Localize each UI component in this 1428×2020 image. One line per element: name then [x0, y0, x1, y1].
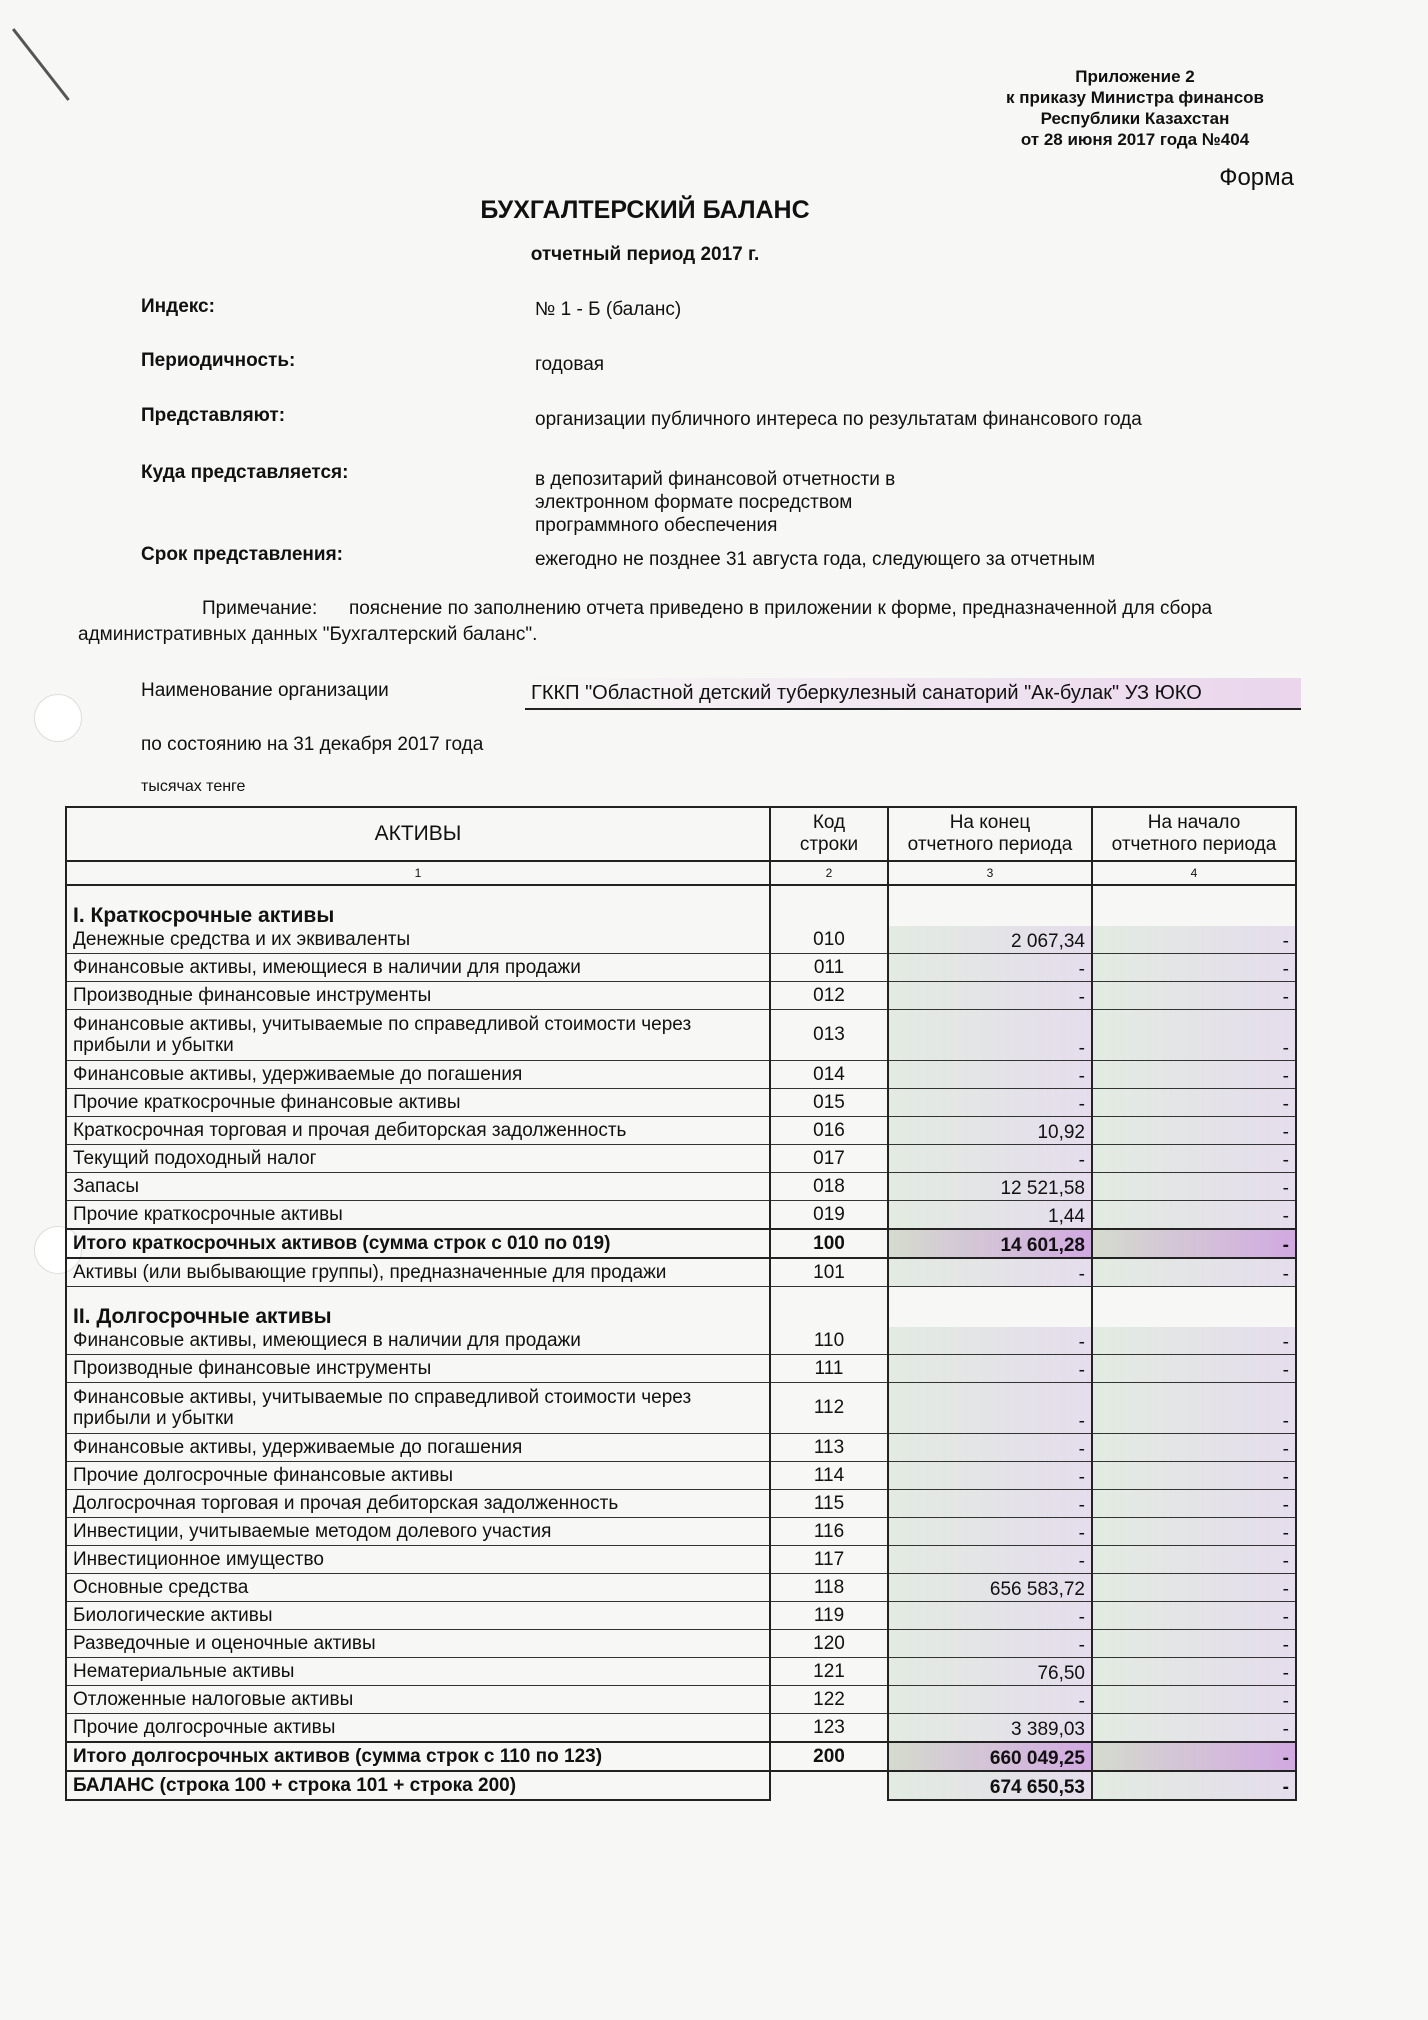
value-end-period: -	[888, 1490, 1092, 1518]
organization-name: ГККП "Областной детский туберкулезный санаторий "Ак-булак" УЗ ЮКО	[525, 678, 1301, 710]
balance-total-end: 674 650,53	[888, 1771, 1092, 1800]
as-of-date: по состоянию на 31 декабря 2017 года	[141, 734, 484, 755]
table-row	[66, 1546, 1296, 1574]
row-code: 119	[770, 1602, 888, 1630]
value-end-period: -	[888, 982, 1092, 1010]
row-code: 113	[770, 1434, 888, 1462]
meta-value-deadline: ежегодно не позднее 31 августа года, следующего за отчетным	[535, 549, 1096, 570]
row-code: 015	[770, 1089, 888, 1117]
meta-value-submitters: организации публичного интереса по результатам финансового года	[535, 409, 1142, 430]
value-begin-period: -	[1092, 1742, 1296, 1771]
reporting-period: отчетный период 2017 г.	[530, 244, 760, 265]
row-code: 118	[770, 1574, 888, 1602]
row-name: Денежные средства и их эквиваленты	[66, 926, 770, 954]
row-code: 013	[770, 1010, 888, 1061]
table-row	[66, 1089, 1296, 1117]
value-begin-period: -	[1092, 1602, 1296, 1630]
appendix-line: от 28 июня 2017 года №404	[1020, 130, 1250, 149]
table-row	[66, 1714, 1296, 1743]
value-begin-period: -	[1092, 1546, 1296, 1574]
appendix-line: Приложение 2	[1075, 67, 1195, 86]
row-name: Прочие краткосрочные активы	[66, 1201, 770, 1230]
section-header-row	[66, 1287, 1296, 1328]
row-name: Финансовые активы, учитываемые по справедливой стоимости через прибыли и убытки	[66, 1010, 770, 1061]
row-name: Инвестиционное имущество	[66, 1546, 770, 1574]
value-begin-period: -	[1092, 1518, 1296, 1546]
table-row	[66, 1201, 1296, 1230]
row-code: 016	[770, 1117, 888, 1145]
row-code: 123	[770, 1714, 888, 1743]
punch-hole	[34, 694, 82, 742]
appendix-line: Республики Казахстан	[1040, 109, 1230, 128]
units-label: тысячах тенге	[141, 778, 246, 795]
row-code: 012	[770, 982, 888, 1010]
section-header-row	[66, 885, 1296, 926]
row-name: Прочие долгосрочные активы	[66, 1714, 770, 1743]
row-name: Производные финансовые инструменты	[66, 1355, 770, 1383]
meta-label-submitters: Представляют:	[141, 405, 286, 426]
value-begin-period: -	[1092, 1630, 1296, 1658]
table-row	[66, 1574, 1296, 1602]
row-code: 017	[770, 1145, 888, 1173]
value-begin-period: -	[1092, 1010, 1296, 1061]
value-end-period: -	[888, 1061, 1092, 1089]
row-name: Финансовые активы, учитываемые по справедливой стоимости через прибыли и убытки	[66, 1383, 770, 1434]
value-begin-period: -	[1092, 1714, 1296, 1743]
value-end-period: -	[888, 1462, 1092, 1490]
value-end-period: -	[888, 1355, 1092, 1383]
value-begin-period: -	[1092, 1229, 1296, 1258]
value-begin-period: -	[1092, 1574, 1296, 1602]
table-row	[66, 1742, 1296, 1771]
row-code: 111	[770, 1355, 888, 1383]
meta-value-index: № 1 - Б (баланс)	[535, 299, 682, 320]
value-end-period: -	[888, 1327, 1092, 1355]
row-name: Прочие долгосрочные финансовые активы	[66, 1462, 770, 1490]
empty-cell	[770, 1287, 888, 1328]
value-end-period: 1,44	[888, 1201, 1092, 1230]
note-label: Примечание:	[202, 598, 318, 619]
column-number: 1	[66, 861, 770, 885]
value-begin-period: -	[1092, 1462, 1296, 1490]
value-end-period: -	[888, 1383, 1092, 1434]
value-end-period: -	[888, 1010, 1092, 1061]
appendix-line: к приказу Министра финансов	[1006, 88, 1264, 107]
meta-value-destination: в депозитарий финансовой отчетности в электронном формате посредством программного обеспечения	[535, 469, 896, 536]
row-code: 114	[770, 1462, 888, 1490]
value-begin-period: -	[1092, 982, 1296, 1010]
document-title: БУХГАЛТЕРСКИЙ БАЛАНС	[480, 196, 810, 224]
row-name: Основные средства	[66, 1574, 770, 1602]
value-end-period: -	[888, 1258, 1092, 1287]
value-end-period: 76,50	[888, 1658, 1092, 1686]
row-name: Финансовые активы, имеющиеся в наличии для продажи	[66, 1327, 770, 1355]
header-begin-period: На начало отчетного периода	[1092, 807, 1296, 861]
row-name: Производные финансовые инструменты	[66, 982, 770, 1010]
value-end-period: 10,92	[888, 1117, 1092, 1145]
row-code: 018	[770, 1173, 888, 1201]
row-code: 101	[770, 1258, 888, 1287]
value-end-period: -	[888, 1686, 1092, 1714]
pen-mark	[12, 28, 70, 101]
value-end-period: -	[888, 1089, 1092, 1117]
meta-label-destination: Куда представляется:	[141, 462, 349, 483]
column-number: 3	[888, 861, 1092, 885]
value-end-period: 656 583,72	[888, 1574, 1092, 1602]
value-begin-period: -	[1092, 1117, 1296, 1145]
value-end-period: -	[888, 1145, 1092, 1173]
row-name: Разведочные и оценочные активы	[66, 1630, 770, 1658]
row-code: 200	[770, 1742, 888, 1771]
table-row	[66, 1229, 1296, 1258]
row-name: Прочие краткосрочные финансовые активы	[66, 1089, 770, 1117]
balance-total-label: БАЛАНС (строка 100 + строка 101 + строка 200)	[66, 1771, 770, 1800]
row-code: 014	[770, 1061, 888, 1089]
header-assets: АКТИВЫ	[66, 807, 770, 861]
row-code: 120	[770, 1630, 888, 1658]
table-row	[66, 1383, 1296, 1434]
table-row	[66, 1434, 1296, 1462]
value-begin-period: -	[1092, 1490, 1296, 1518]
value-begin-period: -	[1092, 926, 1296, 954]
table-row	[66, 1630, 1296, 1658]
value-end-period: 12 521,58	[888, 1173, 1092, 1201]
value-end-period: 3 389,03	[888, 1714, 1092, 1743]
value-end-period: -	[888, 1630, 1092, 1658]
column-number: 4	[1092, 861, 1296, 885]
table-row	[66, 1327, 1296, 1355]
table-row	[66, 1602, 1296, 1630]
value-begin-period: -	[1092, 1173, 1296, 1201]
row-name: Финансовые активы, удерживаемые до погашения	[66, 1434, 770, 1462]
value-end-period: -	[888, 954, 1092, 982]
form-label: Форма	[1219, 164, 1294, 191]
note	[78, 596, 1318, 648]
column-numbers-row	[66, 861, 1296, 885]
table-row	[66, 1355, 1296, 1383]
organization-label: Наименование организации	[141, 680, 389, 701]
row-name: Отложенные налоговые активы	[66, 1686, 770, 1714]
table-row	[66, 1117, 1296, 1145]
row-code: 110	[770, 1327, 888, 1355]
table-row	[66, 1258, 1296, 1287]
empty-cell	[770, 1771, 888, 1800]
table-row	[66, 1658, 1296, 1686]
value-begin-period: -	[1092, 1658, 1296, 1686]
value-begin-period: -	[1092, 1201, 1296, 1230]
row-code: 100	[770, 1229, 888, 1258]
value-begin-period: -	[1092, 1089, 1296, 1117]
table-row	[66, 954, 1296, 982]
row-code: 011	[770, 954, 888, 982]
row-name: Нематериальные активы	[66, 1658, 770, 1686]
row-code: 117	[770, 1546, 888, 1574]
table-row	[66, 926, 1296, 954]
value-begin-period: -	[1092, 1383, 1296, 1434]
meta-label-index: Индекс:	[141, 296, 215, 317]
meta-label-periodicity: Периодичность:	[141, 350, 296, 371]
value-begin-period: -	[1092, 1258, 1296, 1287]
row-name: Итого краткосрочных активов (сумма строк с 010 по 019)	[66, 1229, 770, 1258]
value-begin-period: -	[1092, 1686, 1296, 1714]
row-name: Финансовые активы, удерживаемые до погашения	[66, 1061, 770, 1089]
table-row	[66, 1462, 1296, 1490]
row-code: 121	[770, 1658, 888, 1686]
value-begin-period: -	[1092, 1327, 1296, 1355]
value-end-period: -	[888, 1602, 1092, 1630]
table-row	[66, 1061, 1296, 1089]
balance-total-begin: -	[1092, 1771, 1296, 1800]
column-number: 2	[770, 861, 888, 885]
balance-total-row	[66, 1771, 1296, 1800]
row-code: 116	[770, 1518, 888, 1546]
row-name: Финансовые активы, имеющиеся в наличии для продажи	[66, 954, 770, 982]
row-code: 115	[770, 1490, 888, 1518]
row-name: Текущий подоходный налог	[66, 1145, 770, 1173]
meta-value-periodicity: годовая	[535, 354, 605, 375]
table-row	[66, 1010, 1296, 1061]
row-name: Запасы	[66, 1173, 770, 1201]
table-row	[66, 1173, 1296, 1201]
header-end-period: На конец отчетного периода	[888, 807, 1092, 861]
table-row	[66, 1490, 1296, 1518]
section-title-long-term: II. Долгосрочные активы	[66, 1287, 770, 1328]
row-name: Биологические активы	[66, 1602, 770, 1630]
value-end-period: 14 601,28	[888, 1229, 1092, 1258]
value-begin-period: -	[1092, 1145, 1296, 1173]
row-name: Активы (или выбывающие группы), предназначенные для продажи	[66, 1258, 770, 1287]
value-begin-period: -	[1092, 1061, 1296, 1089]
value-end-period: 660 049,25	[888, 1742, 1092, 1771]
row-code: 122	[770, 1686, 888, 1714]
value-end-period: -	[888, 1518, 1092, 1546]
section-title-short-term: I. Краткосрочные активы	[66, 885, 770, 926]
table-row	[66, 982, 1296, 1010]
row-name: Долгосрочная торговая и прочая дебиторская задолженность	[66, 1490, 770, 1518]
row-code: 112	[770, 1383, 888, 1434]
header-code: Код строки	[770, 807, 888, 861]
balance-table	[65, 806, 1297, 1801]
row-name: Инвестиции, учитываемые методом долевого участия	[66, 1518, 770, 1546]
row-code: 019	[770, 1201, 888, 1230]
table-row	[66, 1686, 1296, 1714]
row-code: 010	[770, 926, 888, 954]
empty-cell	[888, 1287, 1092, 1328]
row-name: Краткосрочная торговая и прочая дебиторская задолженность	[66, 1117, 770, 1145]
value-begin-period: -	[1092, 954, 1296, 982]
table-row	[66, 1518, 1296, 1546]
value-end-period: -	[888, 1434, 1092, 1462]
meta-label-deadline: Срок представления:	[141, 544, 344, 565]
appendix-reference	[900, 66, 1370, 150]
value-end-period: -	[888, 1546, 1092, 1574]
row-name: Итого долгосрочных активов (сумма строк с 110 по 123)	[66, 1742, 770, 1771]
empty-cell	[1092, 1287, 1296, 1328]
table-row	[66, 1145, 1296, 1173]
value-begin-period: -	[1092, 1355, 1296, 1383]
value-end-period: 2 067,34	[888, 926, 1092, 954]
value-begin-period: -	[1092, 1434, 1296, 1462]
note-text: пояснение по заполнению отчета приведено в приложении к форме, предназначенной для сбора административных данных "Бухгалтерский баланс".	[78, 598, 1213, 645]
